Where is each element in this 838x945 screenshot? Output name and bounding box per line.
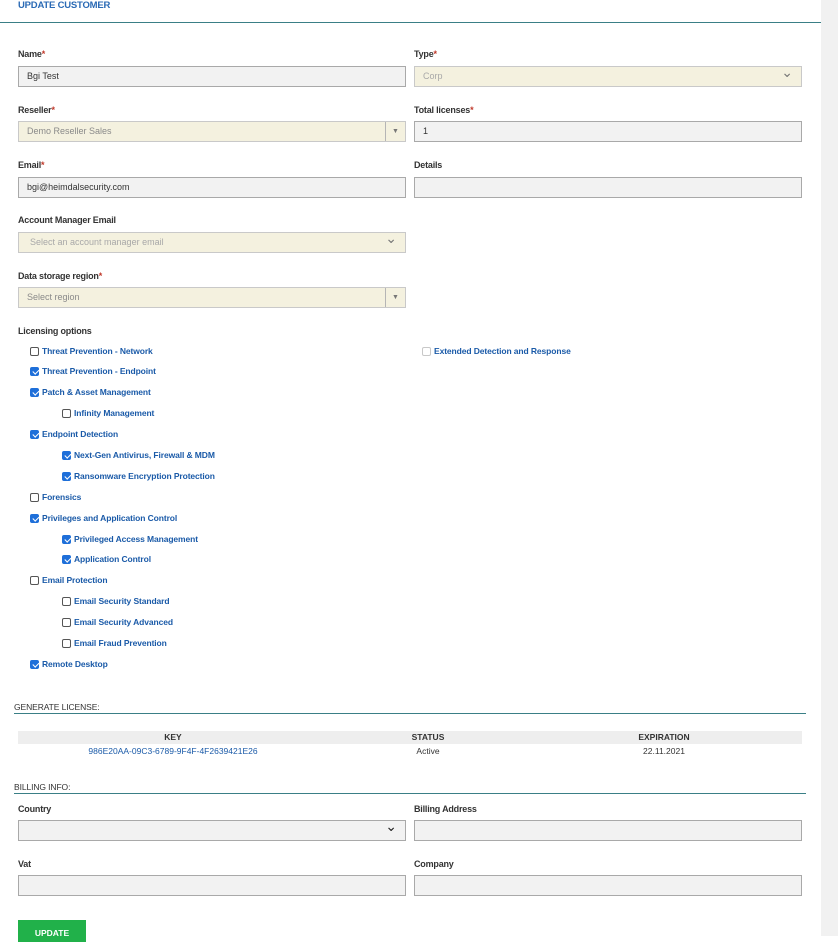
reseller-label: Reseller* (18, 105, 55, 115)
reseller-select[interactable] (18, 121, 406, 142)
chevron-down-icon: ▼ (385, 288, 405, 307)
checkbox[interactable] (30, 367, 39, 376)
option-ransomware-encryption-protection[interactable]: Ransomware Encryption Protection (62, 471, 215, 481)
option-threat-prevention-endpoint[interactable]: Threat Prevention - Endpoint (30, 366, 156, 376)
type-select[interactable] (414, 66, 802, 87)
license-expiration-header: EXPIRATION (638, 732, 690, 742)
vat-input[interactable] (18, 875, 406, 896)
license-status-header: STATUS (411, 732, 445, 742)
option-patch-asset-management[interactable]: Patch & Asset Management (30, 387, 151, 397)
company-input[interactable] (414, 875, 802, 896)
total-licenses-label: Total licenses* (414, 105, 474, 115)
total-licenses-input[interactable]: 1 (414, 121, 802, 142)
option-next-gen-antivirus[interactable]: Next-Gen Antivirus, Firewall & MDM (62, 450, 215, 460)
storage-region-select[interactable] (18, 287, 406, 308)
email-label: Email* (18, 160, 45, 170)
storage-region-label: Data storage region* (18, 271, 103, 281)
email-input[interactable]: bgi@heimdalsecurity.com (18, 177, 406, 198)
licensing-options-title: Licensing options (18, 326, 92, 336)
billing-info-divider (14, 793, 806, 794)
chevron-down-icon: ▼ (385, 122, 405, 141)
checkbox[interactable] (30, 493, 39, 502)
storage-region-placeholder: Select region (27, 292, 80, 302)
checkbox (422, 347, 431, 356)
reseller-value: Demo Reseller Sales (27, 126, 112, 136)
type-label: Type* (414, 49, 437, 59)
option-remote-desktop[interactable]: Remote Desktop (30, 659, 108, 669)
checkbox[interactable] (30, 514, 39, 523)
license-expiration-value: 22.11.2021 (643, 746, 685, 756)
country-select[interactable] (18, 820, 406, 841)
option-email-fraud-prevention[interactable]: Email Fraud Prevention (62, 638, 167, 648)
type-value: Corp (423, 71, 443, 81)
checkbox[interactable] (30, 430, 39, 439)
checkbox[interactable] (62, 555, 71, 564)
billing-info-title: BILLING INFO: (14, 782, 71, 792)
update-button[interactable]: UPDATE (18, 920, 86, 942)
checkbox[interactable] (62, 597, 71, 606)
company-label: Company (414, 859, 454, 869)
checkbox[interactable] (30, 576, 39, 585)
vat-label: Vat (18, 859, 31, 869)
option-endpoint-detection[interactable]: Endpoint Detection (30, 429, 118, 439)
checkbox[interactable] (30, 388, 39, 397)
option-email-protection[interactable]: Email Protection (30, 575, 107, 585)
license-status-value: Active (416, 746, 440, 756)
option-email-security-advanced[interactable]: Email Security Advanced (62, 617, 173, 627)
option-extended-detection-response: Extended Detection and Response (422, 346, 571, 356)
page-title: UPDATE CUSTOMER (18, 0, 111, 11)
option-application-control[interactable]: Application Control (62, 554, 151, 564)
billing-address-label: Billing Address (414, 804, 477, 814)
checkbox[interactable] (62, 618, 71, 627)
option-forensics[interactable]: Forensics (30, 492, 81, 502)
name-label: Name* (18, 49, 46, 59)
header-divider (0, 22, 821, 23)
details-input[interactable] (414, 177, 802, 198)
details-label: Details (414, 160, 443, 170)
checkbox[interactable] (62, 535, 71, 544)
checkbox[interactable] (62, 472, 71, 481)
option-privileged-access-management[interactable]: Privileged Access Management (62, 534, 198, 544)
checkbox[interactable] (30, 660, 39, 669)
checkbox[interactable] (62, 451, 71, 460)
license-key-header: KEY (164, 732, 182, 742)
option-infinity-management[interactable]: Infinity Management (62, 408, 154, 418)
account-manager-label: Account Manager Email (18, 215, 116, 225)
billing-address-input[interactable] (414, 820, 802, 841)
name-input[interactable]: Bgi Test (18, 66, 406, 87)
checkbox[interactable] (62, 409, 71, 418)
generate-license-divider (14, 713, 806, 714)
country-label: Country (18, 804, 52, 814)
account-manager-placeholder: Select an account manager email (30, 237, 164, 247)
account-manager-select[interactable] (18, 232, 406, 253)
option-privileges-application-control[interactable]: Privileges and Application Control (30, 513, 177, 523)
checkbox[interactable] (30, 347, 39, 356)
scrollbar-track[interactable] (821, 0, 838, 936)
option-threat-prevention-network[interactable]: Threat Prevention - Network (30, 346, 153, 356)
generate-license-title: GENERATE LICENSE: (14, 702, 100, 712)
checkbox[interactable] (62, 639, 71, 648)
license-key-value[interactable]: 986E20AA-09C3-6789-9F4F-4F2639421E26 (88, 746, 258, 756)
option-email-security-standard[interactable]: Email Security Standard (62, 596, 169, 606)
